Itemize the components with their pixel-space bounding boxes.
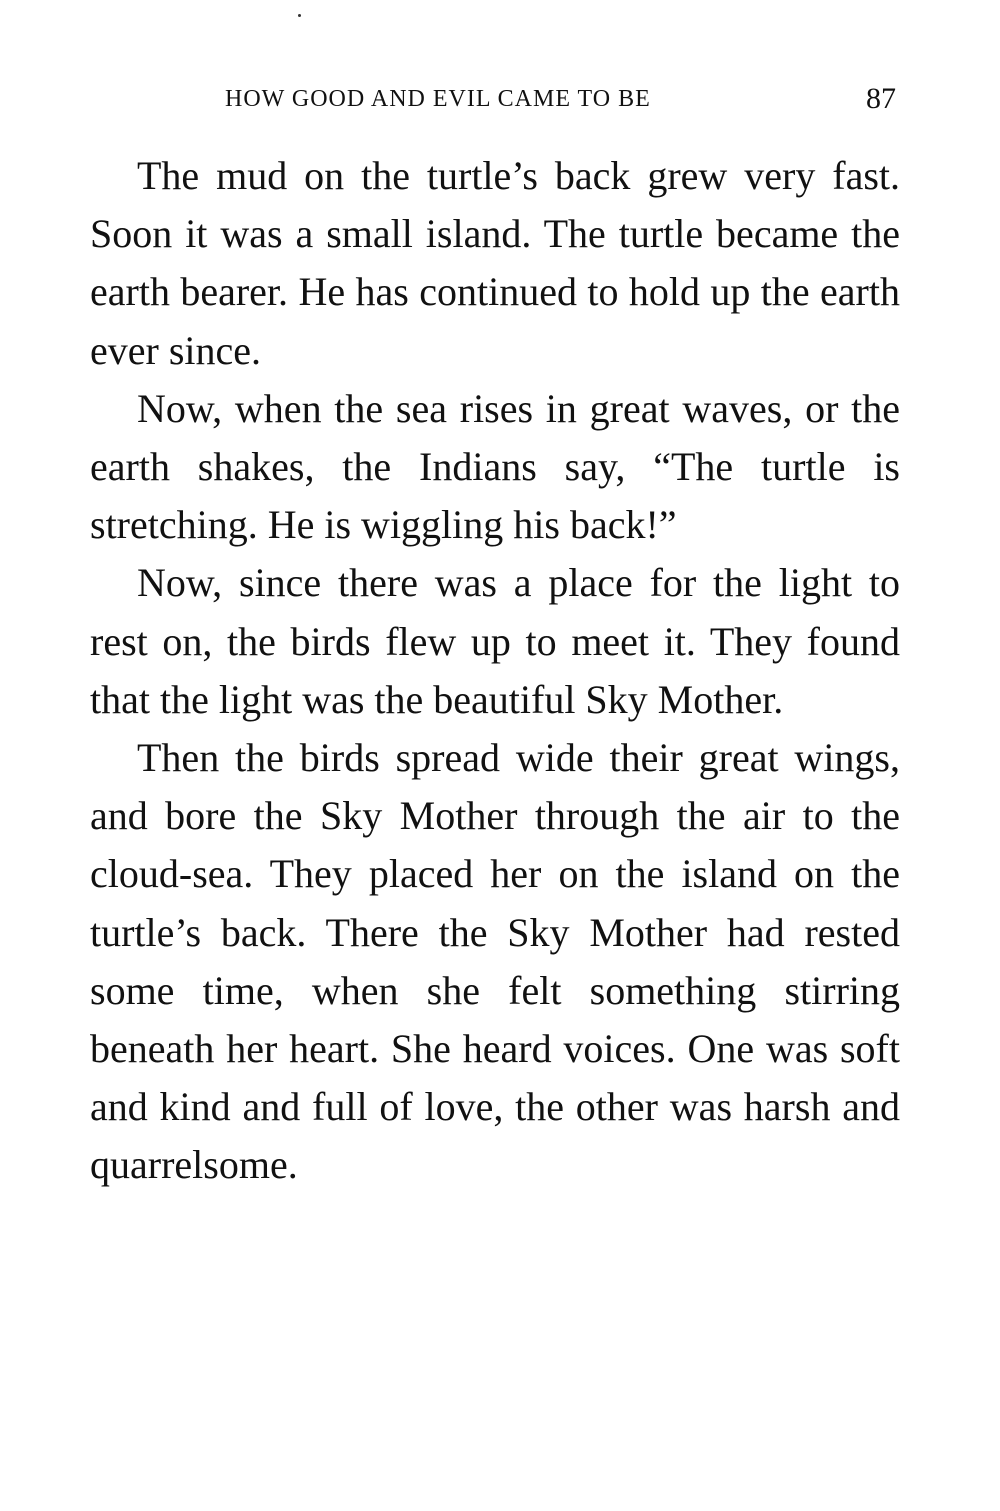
page-number: 87 (866, 82, 896, 115)
paragraph: Then the birds spread wide their great wings, and bore the Sky Mother through the air to the cloud-sea. They placed her on the island on the turtle’s back. There the Sky Mother had rested some time, when she felt something stirring beneath her heart. She heard voices. One was soft and kind and full of love, the other was harsh and quarrelsome. (90, 735, 900, 1188)
running-head (88, 82, 900, 122)
print-speck (298, 14, 301, 17)
paragraph: Now, since there was a place for the light to rest on, the birds flew up to meet it. They found that the light was the beautiful Sky Mother. (90, 560, 900, 722)
body-text (90, 147, 900, 1195)
paragraph: Now, when the sea rises in great waves, or the earth shakes, the Indians say, “The turtle is stretching. He is wiggling his back!” (90, 385, 900, 548)
paragraph: The mud on the turtle’s back grew very fast. Soon it was a small island. The turtle became the earth bearer. He has continued to hold up the earth ever since. (90, 153, 900, 373)
running-title: HOW GOOD AND EVIL CAME TO BE (225, 86, 651, 112)
